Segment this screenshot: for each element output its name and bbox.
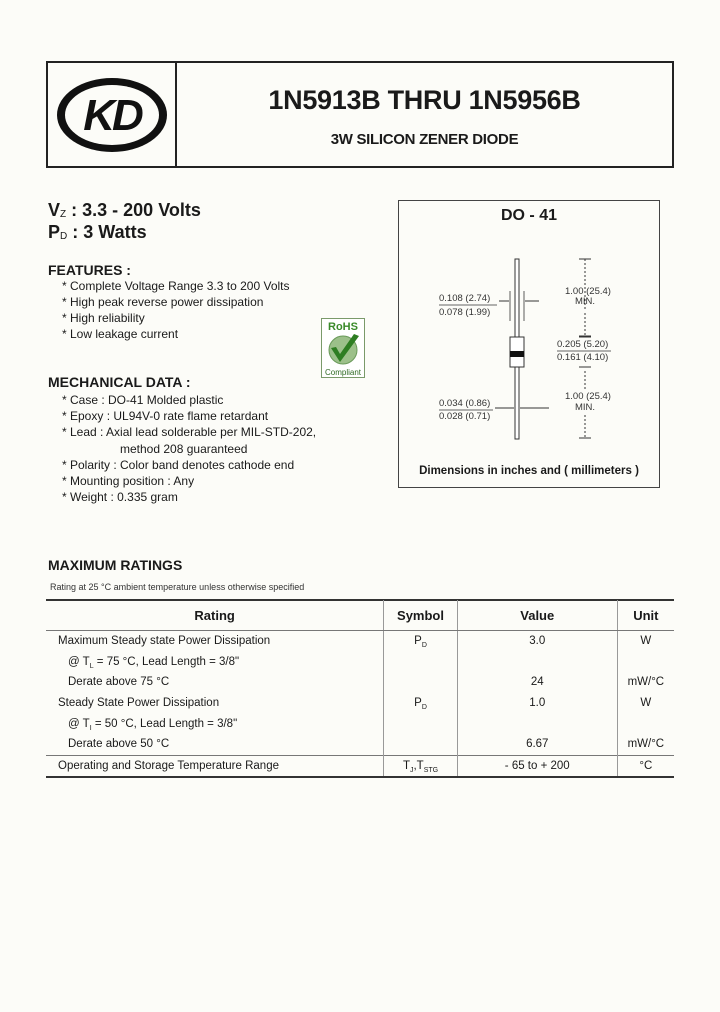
rating-sub: I xyxy=(89,724,92,732)
cell-value: - 65 to + 200 xyxy=(457,755,617,777)
mechanical-item: method 208 guaranteed xyxy=(120,442,248,456)
mechanical-item: * Epoxy : UL94V-0 rate flame retardant xyxy=(62,409,269,423)
cell-unit: mW/°C xyxy=(617,734,674,755)
cell-rating: Operating and Storage Temperature Range xyxy=(46,755,384,777)
package-title: DO - 41 xyxy=(500,207,557,224)
mechanical-item: * Mounting position : Any xyxy=(62,474,195,488)
cell-symbol xyxy=(384,734,458,755)
cell-unit xyxy=(617,652,674,673)
dim-body-len-max: 0.205 (5.20) xyxy=(557,339,609,350)
rohs-label: RoHS xyxy=(328,321,358,333)
logo-text: KD xyxy=(83,91,141,140)
cell-value xyxy=(457,652,617,673)
table-row xyxy=(46,713,674,734)
table-header-row xyxy=(46,600,674,631)
dim-body-len-min: 0.161 (4.10) xyxy=(557,352,609,363)
rohs-compliant: Compliant xyxy=(324,368,362,377)
mechanical-item: * Lead : Axial lead solderable per MIL-STD-202, xyxy=(62,425,317,439)
cell-unit: mW/°C xyxy=(617,672,674,693)
dim-lead-dia-max: 0.034 (0.86) xyxy=(439,398,491,409)
col-symbol: Symbol xyxy=(384,600,458,631)
table-row xyxy=(46,631,674,652)
symbol-sub: D xyxy=(421,704,427,712)
package-drawing xyxy=(399,201,658,486)
cell-unit xyxy=(617,713,674,734)
ratings-table xyxy=(46,600,674,778)
dim-body-dia-max: 0.108 (2.74) xyxy=(439,293,491,304)
cell-rating: Derate above 50 °C xyxy=(68,738,170,751)
cathode-band xyxy=(510,351,524,357)
lead-bottom xyxy=(515,367,519,439)
cell-value xyxy=(457,713,617,734)
cell-symbol xyxy=(384,693,458,714)
cell-symbol xyxy=(384,652,458,673)
cell-value: 3.0 xyxy=(457,631,617,652)
cell-rating: Steady State Power Dissipation xyxy=(58,697,220,710)
rating-rest: = 75 °C, Lead Length = 3/8" xyxy=(93,655,240,668)
cell-rating xyxy=(46,652,384,673)
cell-value: 1.0 xyxy=(457,693,617,714)
feature-item: * High reliability xyxy=(62,311,145,325)
symbol-text: P xyxy=(414,635,422,648)
dim-lead-len-bot: 1.00 (25.4) xyxy=(565,391,611,402)
part-title: 1N5913B THRU 1N5956B xyxy=(268,85,581,115)
lead-top xyxy=(515,259,519,337)
dim-lead-len-top: 1.00 (25.4) xyxy=(565,286,611,297)
cell-symbol xyxy=(384,755,458,777)
pd-value: : 3 Watts xyxy=(72,222,147,242)
feature-item: * High peak reverse power dissipation xyxy=(62,295,264,309)
part-subtitle: 3W SILICON ZENER DIODE xyxy=(330,131,519,148)
col-unit: Unit xyxy=(617,600,674,631)
cell-value: 6.67 xyxy=(457,734,617,755)
vz-sub: Z xyxy=(60,209,67,220)
vz-value: : 3.3 - 200 Volts xyxy=(71,200,201,220)
table-row xyxy=(46,652,674,673)
feature-item: * Complete Voltage Range 3.3 to 200 Volts xyxy=(62,279,290,293)
cell-symbol xyxy=(384,713,458,734)
mechanical-heading: MECHANICAL DATA : xyxy=(48,374,191,390)
rating-text: @ T xyxy=(68,717,90,730)
cell-rating xyxy=(46,713,384,734)
package-caption: Dimensions in inches and ( millimeters ) xyxy=(419,465,639,477)
symbol-text: T xyxy=(402,759,410,772)
mechanical-item: * Weight : 0.335 gram xyxy=(62,490,178,504)
table-row xyxy=(46,734,674,755)
features-heading: FEATURES : xyxy=(48,262,131,278)
pd-symbol: P xyxy=(48,222,61,242)
dim-lead-len-top-min: MIN. xyxy=(575,296,596,307)
table-row xyxy=(46,693,674,714)
symbol-sub: D xyxy=(421,642,427,650)
symbol-sub2: STG xyxy=(423,766,439,774)
vz-spec xyxy=(48,200,201,221)
rating-rest: = 50 °C, Lead Length = 3/8" xyxy=(91,717,238,730)
cell-unit: W xyxy=(617,693,674,714)
symbol-sub: J xyxy=(409,766,414,774)
vz-symbol: V xyxy=(48,200,61,220)
symbol-mid: ,T xyxy=(413,759,424,772)
dim-lead-len-bot-min: MIN. xyxy=(575,402,596,413)
cell-unit: W xyxy=(617,631,674,652)
header-box xyxy=(46,61,674,168)
ratings-note: Rating at 25 °C ambient temperature unless otherwise specified xyxy=(50,582,305,592)
table-row xyxy=(46,755,674,777)
ratings-heading: MAXIMUM RATINGS xyxy=(48,557,183,573)
pd-sub: D xyxy=(60,231,68,242)
col-rating: Rating xyxy=(46,600,384,631)
table-row xyxy=(46,672,674,693)
cell-symbol xyxy=(384,631,458,652)
mechanical-item: * Case : DO-41 Molded plastic xyxy=(62,393,224,407)
feature-item: * Low leakage current xyxy=(62,327,179,341)
rating-text: @ T xyxy=(68,655,90,668)
package-box xyxy=(398,200,660,488)
kd-logo xyxy=(56,77,168,153)
mechanical-item: * Polarity : Color band denotes cathode end xyxy=(62,458,295,472)
cell-value: 24 xyxy=(457,672,617,693)
symbol-text: P xyxy=(414,697,422,710)
cell-rating: Derate above 75 °C xyxy=(68,676,170,689)
col-value: Value xyxy=(457,600,617,631)
cell-rating: Maximum Steady state Power Dissipation xyxy=(58,635,271,648)
cell-unit: °C xyxy=(617,755,674,777)
dim-body-dia-min: 0.078 (1.99) xyxy=(439,307,491,318)
rohs-badge xyxy=(321,318,365,378)
cell-symbol xyxy=(384,672,458,693)
rating-sub: L xyxy=(89,662,94,670)
dim-lead-dia-min: 0.028 (0.71) xyxy=(439,411,491,422)
pd-spec xyxy=(48,222,147,243)
